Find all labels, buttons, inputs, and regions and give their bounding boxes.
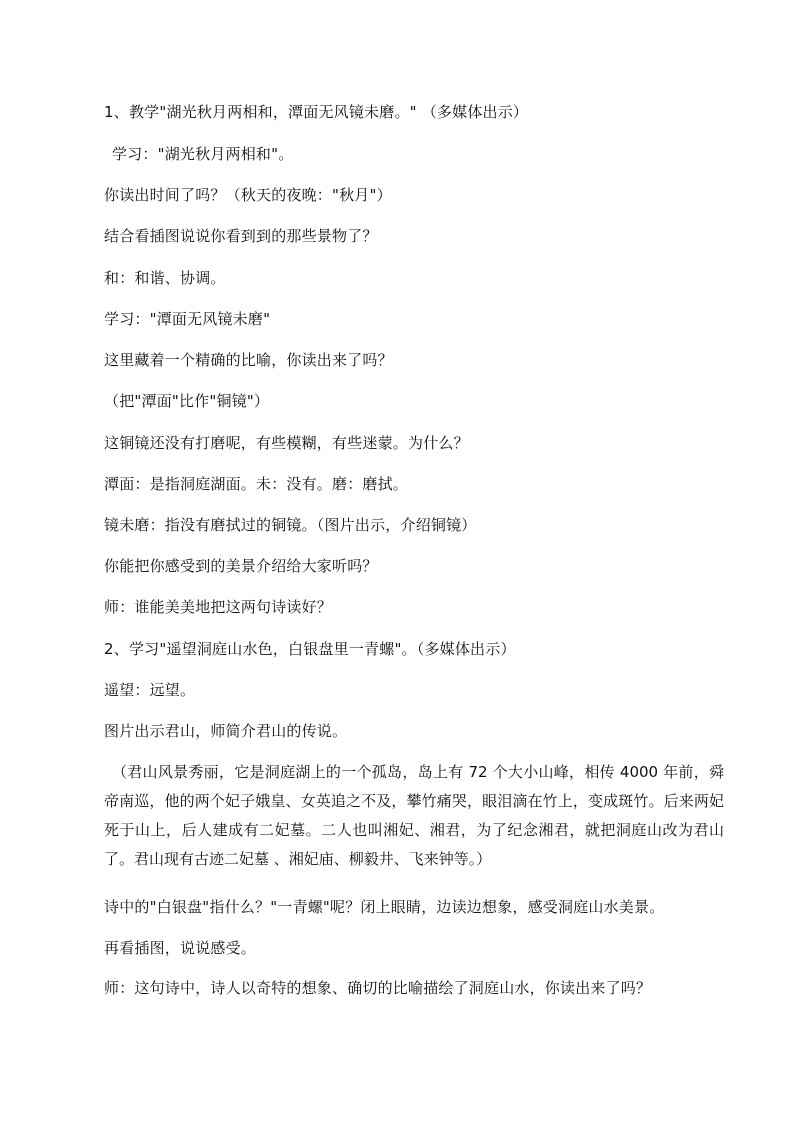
junshan-legend-paragraph: （君山风景秀丽，它是洞庭湖上的一个孤岛，岛上有 72 个大小山峰，相传 4000 年前，舜帝南巡，他的两个妃子娥皇、女英追之不及，攀竹痛哭，眼泪滴在竹上，变成斑竹。后来两妃死于山上，后人建成有二妃墓。二人也叫湘妃、湘君，为了纪念湘君，就把洞庭山改为君山了。君山现有古迹二妃墓 、湘妃庙、柳毅井、飞来钟等。） [104, 763, 724, 868]
mirror-question: 这铜镜还没有打磨呢，有些模糊，有些迷蒙。为什么？ [104, 434, 469, 452]
teacher-prompt-1: 师：谁能美美地把这两句诗读好？ [104, 598, 333, 616]
question-metaphor: 这里藏着一个精确的比喻，你读出来了吗？ [104, 351, 393, 369]
question-time: 你读出时间了吗？（秋天的夜晚："秋月"） [104, 186, 392, 204]
section-1-heading: 1、教学"湖光秋月两相和，潭面无风镜未磨。" （多媒体出示） [104, 103, 529, 121]
teacher-prompt-2: 师：这句诗中，诗人以奇特的想象、确切的比喻描绘了洞庭山水，你读出来了吗？ [104, 979, 652, 997]
silver-plate-question: 诗中的"白银盘"指什么？"一青螺"呢？闭上眼睛，边读边想象，感受洞庭山水美景。 [104, 898, 665, 916]
definition-jingweimo: 镜未磨：指没有磨拭过的铜镜。（图片出示，介绍铜镜） [104, 516, 477, 534]
section-2-heading: 2、学习"遥望洞庭山水色，白银盘里一青螺"。（多媒体出示） [104, 640, 516, 658]
question-share: 你能把你感受到的美景介绍给大家听吗？ [104, 557, 378, 575]
study-line-1: 学习："湖光秋月两相和"。 [112, 145, 294, 163]
study-line-2: 学习："潭面无风镜未磨" [104, 310, 271, 328]
definition-he: 和：和谐、协调。 [104, 269, 226, 287]
junshan-intro: 图片出示君山，师简介君山的传说。 [104, 722, 348, 740]
review-illustration: 再看插图，说说感受。 [104, 939, 257, 957]
question-scenery: 结合看插图说说你看到到的那些景物了？ [104, 227, 378, 245]
definition-yaowang: 遥望：远望。 [104, 681, 196, 699]
definition-tanmian: 潭面：是指洞庭湖面。未：没有。磨：磨拭。 [104, 475, 409, 493]
metaphor-answer: （把"潭面"比作"铜镜"） [104, 392, 270, 410]
